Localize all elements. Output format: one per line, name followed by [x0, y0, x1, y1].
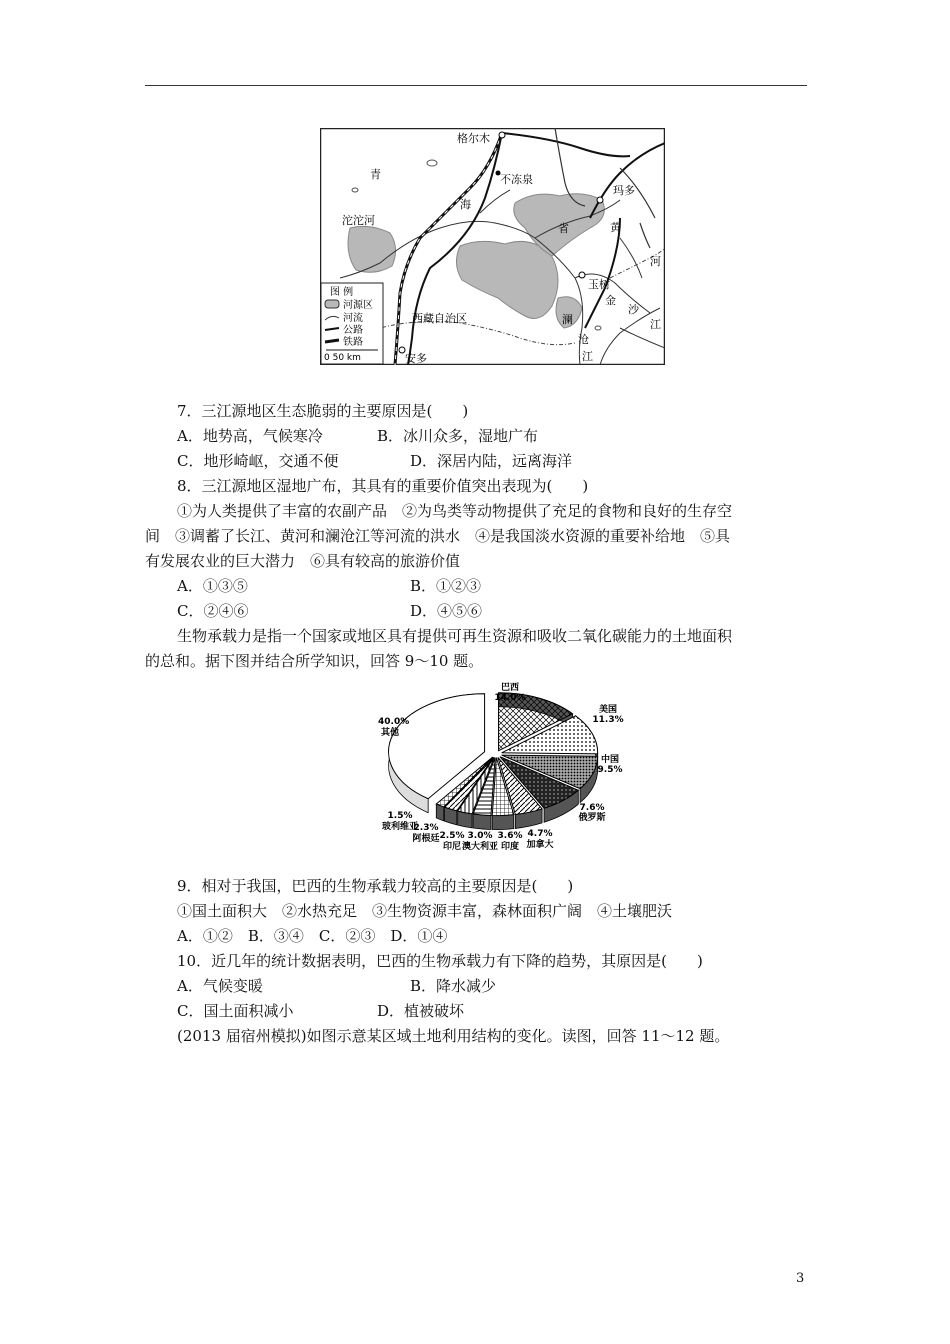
pie-label-value-2: 11.3%	[592, 715, 624, 725]
q7-option-a: A．地势高，气候寒冷	[177, 427, 323, 445]
intro-line2: 的总和。据下图并结合所学知识，回答 9～10 题。	[145, 652, 484, 670]
pie-label-value-10: 1.5%	[387, 811, 413, 821]
source-area-tuotuo	[348, 226, 396, 272]
svg-text:河源区: 河源区	[343, 300, 373, 311]
pie-label-value-9: 2.3%	[413, 823, 439, 833]
pie-slices	[389, 693, 598, 830]
q10-option-d: D．植被破坏	[377, 1002, 465, 1020]
map-label-he: 河	[650, 255, 661, 268]
map-label-sheng: 省	[558, 222, 569, 235]
q8-line1: ①为人类提供了丰富的农副产品 ②为鸟类等动物提供了充足的食物和良好的生存空	[177, 502, 733, 520]
map-label-yushu: 玉树	[588, 278, 610, 291]
pie-slice-side-6	[492, 815, 514, 830]
map-label-jiang: 江	[650, 318, 661, 331]
sanjiangyuan-map	[320, 128, 665, 365]
page-number: 3	[796, 1271, 805, 1286]
q10-stem: 10．近几年的统计数据表明，巴西的生物承载力有下降的趋势，其原因是( )	[177, 952, 703, 970]
map-label-jiang2: 江	[582, 350, 593, 363]
svg-text:公路: 公路	[343, 325, 363, 336]
intro-line1: 生物承载力是指一个国家或地区具有提供可再生资源和吸收二氧化碳能力的土地面积	[177, 627, 733, 645]
pie-label-name-2: 美国	[598, 705, 618, 715]
pie-label-value-7: 3.0%	[467, 831, 493, 841]
map-label-qing: 青	[370, 168, 381, 181]
pie-label-value-3: 9.5%	[597, 765, 623, 775]
biocapacity-pie-chart	[360, 672, 632, 862]
pie-label-name-0: 其他	[381, 728, 400, 738]
intro2: (2013 届宿州模拟)如图示意某区域土地利用结构的变化。读图，回答 11～12 题。	[177, 1027, 730, 1045]
pie-label-name-8: 印尼	[442, 842, 462, 852]
pie-label-value-6: 3.6%	[497, 831, 523, 841]
map-label-jin: 金	[605, 294, 616, 307]
map-label-lan: 澜	[562, 313, 573, 326]
map-label-huang: 黄	[610, 221, 621, 234]
pie-label-name-10: 玻利维亚	[381, 822, 419, 832]
q7-option-b: B．冰川众多，湿地广布	[377, 427, 539, 445]
header-rule	[145, 85, 807, 86]
q8-line2: 间 ③调蓄了长江、黄河和澜沧江等河流的洪水 ④是我国淡水资源的重要补给地 ⑤具	[145, 527, 731, 545]
map-label-hai: 海	[460, 198, 471, 211]
q8-option-d: D．④⑤⑥	[410, 602, 483, 620]
pie-label-name-5: 加拿大	[526, 840, 554, 850]
pie-label-value-5: 4.7%	[527, 829, 553, 839]
map-label-budongquan: 不冻泉	[500, 173, 533, 186]
pie-label-value-1: 14.0%	[494, 693, 526, 703]
map-label-tuotuo: 沱沱河	[342, 214, 375, 227]
q7-option-c: C．地形崎岖，交通不便	[177, 452, 339, 470]
q8-option-b: B．①②③	[410, 577, 482, 595]
map-label-golmud: 格尔木	[457, 132, 490, 145]
q9-stem: 9．相对于我国，巴西的生物承载力较高的主要原因是( )	[177, 877, 574, 895]
q8-option-c: C．②④⑥	[177, 602, 249, 620]
svg-text:河流: 河流	[343, 313, 363, 324]
svg-text:0 50 km: 0 50 km	[324, 353, 361, 363]
map-label-maduo: 玛多	[613, 184, 635, 197]
q8-stem: 8．三江源地区湿地广布，其具有的重要价值突出表现为( )	[177, 477, 589, 495]
pie-label-name-1: 巴西	[500, 683, 520, 693]
q9-line1: ①国土面积大 ②水热充足 ③生物资源丰富，森林面积广阔 ④土壤肥沃	[177, 902, 673, 920]
map-legend	[321, 283, 383, 364]
pie-label-name-7: 澳大利亚	[461, 842, 499, 852]
pie-label-value-8: 2.5%	[439, 831, 465, 841]
q8-line3: 有发展农业的巨大潜力 ⑥具有较高的旅游价值	[145, 552, 461, 570]
pie-label-name-4: 俄罗斯	[578, 813, 606, 823]
svg-text:铁路: 铁路	[343, 337, 363, 348]
pie-label-name-6: 印度	[500, 842, 520, 852]
q9-options: A．①② B．③④ C．②③ D．①④	[177, 927, 448, 945]
svg-text:图 例: 图 例	[330, 287, 354, 298]
q7-stem: 7．三江源地区生态脆弱的主要原因是( )	[177, 402, 469, 420]
q8-option-a: A．①③⑤	[177, 577, 248, 595]
map-label-anduo: 安多	[405, 352, 427, 365]
q10-option-a: A．气候变暖	[177, 977, 263, 995]
q7-option-d: D．深居内陆，远离海洋	[410, 452, 573, 470]
map-label-tibet: 西藏自治区	[412, 312, 467, 325]
pie-slice-side-7	[473, 814, 491, 830]
map-label-sha: 沙	[628, 303, 639, 316]
map-label-cang: 沧	[578, 333, 589, 346]
pie-label-name-3: 中国	[600, 755, 620, 765]
q10-option-c: C．国土面积减小	[177, 1002, 294, 1020]
pie-label-value-0: 40.0%	[378, 717, 410, 727]
q10-option-b: B．降水减少	[410, 977, 497, 995]
pie-label-value-4: 7.6%	[579, 803, 605, 813]
pie-label-name-9: 阿根廷	[412, 834, 440, 844]
